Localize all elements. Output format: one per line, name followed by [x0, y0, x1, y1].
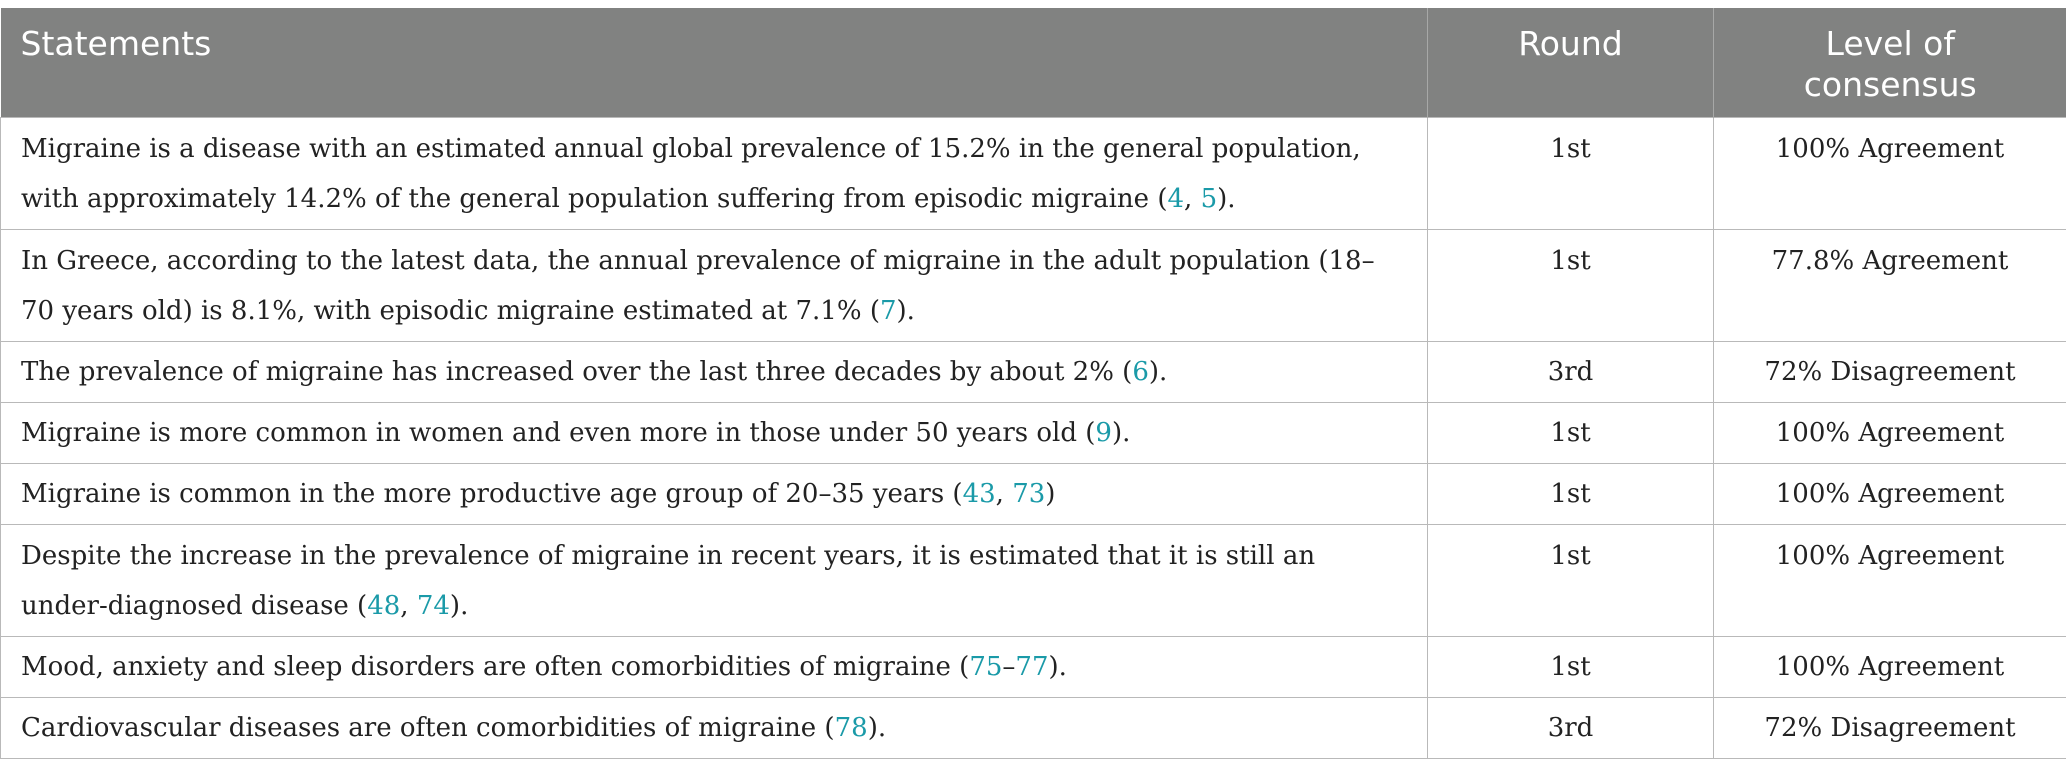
statement-text-end: ).: [1217, 184, 1236, 214]
statement-text-end: ).: [1048, 652, 1067, 682]
round-cell: 1st: [1428, 118, 1714, 230]
statement-text: Cardiovascular diseases are often comorbidities of migraine (: [21, 713, 835, 743]
table-row: [1, 525, 2066, 637]
statement-cell: [1, 230, 1428, 342]
statement-text: The prevalence of migraine has increased over the last three decades by about 2% (: [21, 357, 1133, 387]
statement-text-end: ).: [1111, 418, 1131, 448]
consensus-cell: 72% Disagreement: [1714, 698, 2066, 759]
reference-link[interactable]: 4: [1167, 184, 1185, 214]
round-cell: 3rd: [1428, 342, 1714, 403]
consensus-cell: 100% Agreement: [1714, 525, 2066, 637]
round-cell: 1st: [1428, 525, 1714, 637]
table-row: [1, 637, 2066, 698]
reference-link[interactable]: 48: [367, 591, 401, 621]
statement-text: In Greece, according to the latest data, the annual prevalence of migraine in the adult population (18–70 years old) is 8.1%, with episodic migraine estimated at 7.1% (: [21, 246, 1375, 326]
consensus-cell: 100% Agreement: [1714, 403, 2066, 464]
consensus-cell: 77.8% Agreement: [1714, 230, 2066, 342]
table-row: [1, 698, 2066, 759]
ref-separator: –: [1002, 652, 1016, 682]
statement-text-end: ).: [867, 713, 887, 743]
statement-text-end: ): [1045, 479, 1056, 509]
reference-link[interactable]: 43: [962, 479, 996, 509]
round-cell: 1st: [1428, 230, 1714, 342]
statement-cell: Migraine is a disease with an estimated annual global prevalence of 15.2% in the general population, with approximately 14.2% of the general population suffering from episodic migraine (4, 5).: [1, 118, 1428, 230]
reference-link[interactable]: 78: [834, 713, 868, 743]
statement-cell: [1, 342, 1428, 403]
reference-link[interactable]: 9: [1095, 418, 1112, 448]
round-cell: 3rd: [1428, 698, 1714, 759]
round-cell: 1st: [1428, 403, 1714, 464]
reference-link[interactable]: 6: [1132, 357, 1149, 387]
table-row: [1, 403, 2066, 464]
statement-cell: Migraine is common in the more productive age group of 20–35 years (43, 73): [1, 464, 1428, 525]
header-round: Round: [1428, 8, 1714, 118]
statement-cell: [1, 698, 1428, 759]
statement-text: Migraine is more common in women and even more in those under 50 years old (: [21, 418, 1096, 448]
table-row: [1, 118, 2066, 230]
round-cell: 1st: [1428, 637, 1714, 698]
header-statements: Statements: [1, 8, 1428, 118]
consensus-cell: 100% Agreement: [1714, 637, 2066, 698]
statement-text: Despite the increase in the prevalence of migraine in recent years, it is estimated that it is still an under-diagnosed disease (: [21, 541, 1316, 621]
statement-text: Migraine is a disease with an estimated annual global prevalence of 15.2% in the general population, with approximately 14.2% of the general population suffering from episodic migraine (: [21, 134, 1361, 214]
table-row: [1, 464, 2066, 525]
statement-cell: [1, 637, 1428, 698]
statement-text: Mood, anxiety and sleep disorders are often comorbidities of migraine (: [21, 652, 970, 682]
statement-text-end: ).: [449, 591, 469, 621]
consensus-cell: 100% Agreement: [1714, 464, 2066, 525]
table-row: [1, 230, 2066, 342]
reference-link[interactable]: 5: [1200, 184, 1218, 214]
table-header-row: [1, 8, 2066, 118]
reference-link[interactable]: 75: [969, 652, 1003, 682]
statement-cell: [1, 403, 1428, 464]
consensus-cell: 100% Agreement: [1714, 118, 2066, 230]
header-level-of-consensus: Level of consensus: [1714, 8, 2066, 118]
reference-link[interactable]: 7: [879, 296, 897, 326]
reference-link[interactable]: 77: [1015, 652, 1049, 682]
table-row: [1, 342, 2066, 403]
consensus-cell: 72% Disagreement: [1714, 342, 2066, 403]
statement-text-end: ).: [896, 296, 915, 326]
round-cell: 1st: [1428, 464, 1714, 525]
consensus-table-container: [0, 8, 2066, 759]
statement-cell: Despite the increase in the prevalence of migraine in recent years, it is estimated that it is still an under-diagnosed disease (48, 74).: [1, 525, 1428, 637]
statement-text: Migraine is common in the more productive age group of 20–35 years (: [21, 479, 963, 509]
statement-text-end: ).: [1148, 357, 1168, 387]
consensus-table: [0, 8, 2066, 759]
reference-link[interactable]: 73: [1012, 479, 1046, 509]
reference-link[interactable]: 74: [416, 591, 450, 621]
